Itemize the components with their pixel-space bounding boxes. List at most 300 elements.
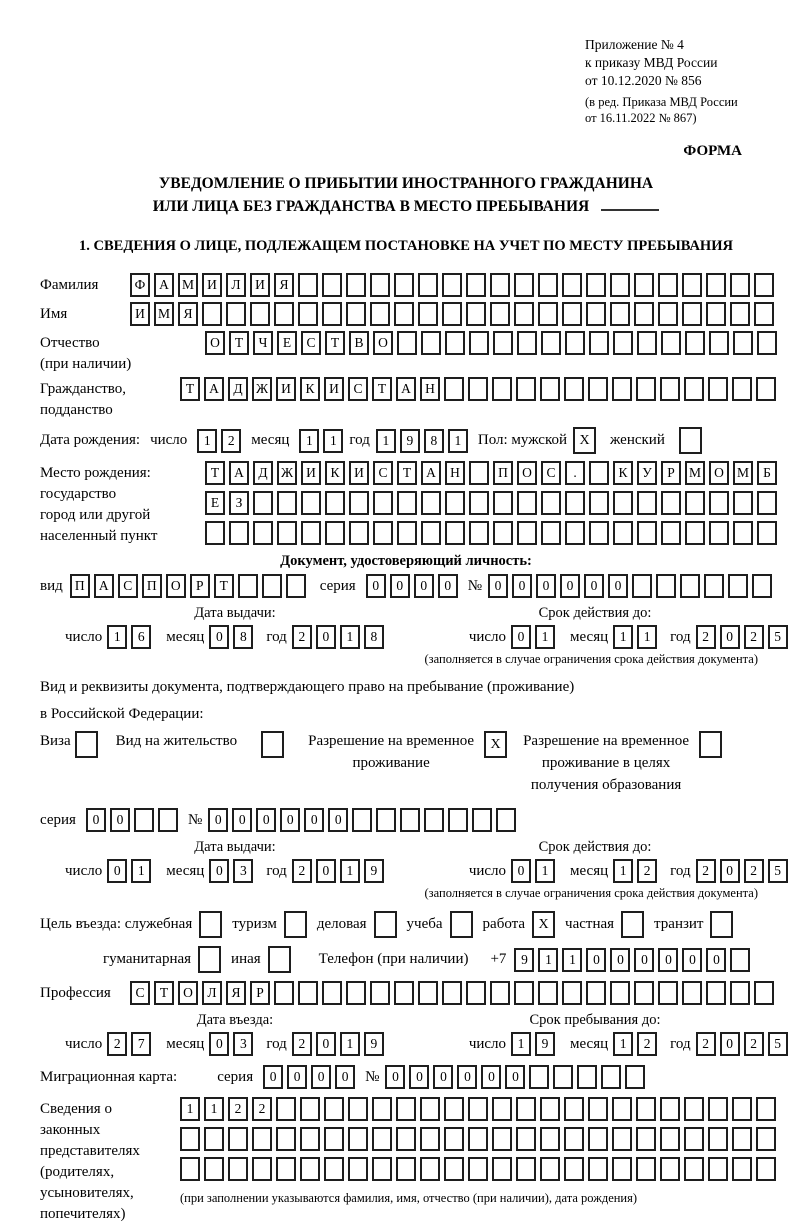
char-box[interactable] — [612, 1157, 632, 1181]
char-box[interactable]: 6 — [131, 625, 151, 649]
char-box[interactable]: 2 — [228, 1097, 248, 1121]
char-box[interactable]: А — [421, 461, 441, 485]
char-box[interactable] — [492, 1097, 512, 1121]
char-box[interactable]: 0 — [481, 1065, 501, 1089]
goal-tourism-checkbox[interactable] — [284, 911, 307, 938]
char-box[interactable] — [490, 981, 510, 1005]
char-box[interactable] — [466, 273, 486, 297]
char-box[interactable] — [373, 521, 393, 545]
char-box[interactable]: Т — [214, 574, 234, 598]
char-box[interactable]: Т — [397, 461, 417, 485]
char-box[interactable] — [757, 331, 777, 355]
char-box[interactable] — [756, 1097, 776, 1121]
char-box[interactable] — [469, 521, 489, 545]
char-box[interactable]: Ж — [277, 461, 297, 485]
char-box[interactable]: Р — [190, 574, 210, 598]
char-box[interactable] — [229, 521, 249, 545]
char-box[interactable]: 1 — [323, 429, 343, 453]
char-box[interactable] — [445, 331, 465, 355]
char-box[interactable] — [540, 1127, 560, 1151]
char-box[interactable]: И — [349, 461, 369, 485]
char-box[interactable] — [370, 273, 390, 297]
char-box[interactable]: 5 — [768, 859, 788, 883]
char-box[interactable] — [634, 981, 654, 1005]
goal-transit-checkbox[interactable] — [710, 911, 733, 938]
char-box[interactable] — [298, 302, 318, 326]
char-box[interactable]: 9 — [514, 948, 534, 972]
char-box[interactable] — [298, 981, 318, 1005]
char-box[interactable] — [274, 981, 294, 1005]
char-box[interactable] — [468, 1127, 488, 1151]
char-box[interactable] — [612, 377, 632, 401]
char-box[interactable] — [732, 377, 752, 401]
char-box[interactable]: 0 — [409, 1065, 429, 1089]
char-box[interactable] — [564, 1097, 584, 1121]
char-box[interactable] — [420, 1097, 440, 1121]
char-box[interactable] — [601, 1065, 621, 1089]
char-box[interactable] — [424, 808, 444, 832]
char-box[interactable] — [517, 491, 537, 515]
char-box[interactable] — [496, 808, 516, 832]
char-box[interactable] — [348, 1127, 368, 1151]
char-box[interactable]: Д — [253, 461, 273, 485]
char-box[interactable]: 9 — [364, 1032, 384, 1056]
char-box[interactable] — [468, 1097, 488, 1121]
char-box[interactable] — [589, 331, 609, 355]
char-box[interactable]: 0 — [385, 1065, 405, 1089]
char-box[interactable] — [540, 1157, 560, 1181]
char-box[interactable] — [277, 491, 297, 515]
char-box[interactable]: М — [733, 461, 753, 485]
char-box[interactable]: А — [396, 377, 416, 401]
char-box[interactable]: 0 — [634, 948, 654, 972]
char-box[interactable]: И — [130, 302, 150, 326]
char-box[interactable]: 9 — [364, 859, 384, 883]
goal-work-checkbox[interactable]: X — [532, 911, 555, 938]
char-box[interactable]: М — [154, 302, 174, 326]
char-box[interactable]: С — [118, 574, 138, 598]
char-box[interactable]: С — [130, 981, 150, 1005]
char-box[interactable] — [565, 521, 585, 545]
char-box[interactable] — [253, 491, 273, 515]
char-box[interactable]: 0 — [209, 625, 229, 649]
char-box[interactable] — [612, 1127, 632, 1151]
char-box[interactable] — [541, 491, 561, 515]
char-box[interactable]: 2 — [637, 1032, 657, 1056]
char-box[interactable] — [442, 302, 462, 326]
char-box[interactable] — [634, 273, 654, 297]
char-box[interactable] — [752, 574, 772, 598]
char-box[interactable] — [468, 377, 488, 401]
char-box[interactable]: 0 — [682, 948, 702, 972]
char-box[interactable] — [636, 377, 656, 401]
char-box[interactable] — [517, 331, 537, 355]
char-box[interactable]: Р — [661, 461, 681, 485]
char-box[interactable] — [732, 1127, 752, 1151]
char-box[interactable] — [444, 1157, 464, 1181]
char-box[interactable] — [492, 1157, 512, 1181]
char-box[interactable]: Д — [228, 377, 248, 401]
char-box[interactable]: 3 — [233, 859, 253, 883]
char-box[interactable]: О — [517, 461, 537, 485]
char-box[interactable] — [300, 1127, 320, 1151]
char-box[interactable] — [661, 491, 681, 515]
char-box[interactable] — [322, 273, 342, 297]
char-box[interactable]: 1 — [340, 1032, 360, 1056]
char-box[interactable] — [516, 1097, 536, 1121]
char-box[interactable]: 1 — [448, 429, 468, 453]
char-box[interactable]: 1 — [613, 859, 633, 883]
char-box[interactable] — [682, 273, 702, 297]
char-box[interactable]: 0 — [488, 574, 508, 598]
char-box[interactable] — [394, 273, 414, 297]
char-box[interactable]: 0 — [390, 574, 410, 598]
char-box[interactable]: Т — [205, 461, 225, 485]
char-box[interactable] — [277, 521, 297, 545]
char-box[interactable] — [276, 1097, 296, 1121]
char-box[interactable]: 0 — [438, 574, 458, 598]
char-box[interactable] — [708, 377, 728, 401]
char-box[interactable] — [370, 981, 390, 1005]
char-box[interactable]: 1 — [204, 1097, 224, 1121]
char-box[interactable]: О — [709, 461, 729, 485]
char-box[interactable]: В — [349, 331, 369, 355]
char-box[interactable]: 0 — [586, 948, 606, 972]
char-box[interactable] — [541, 331, 561, 355]
char-box[interactable]: 0 — [511, 625, 531, 649]
char-box[interactable]: 1 — [107, 625, 127, 649]
char-box[interactable] — [300, 1097, 320, 1121]
char-box[interactable] — [348, 1097, 368, 1121]
char-box[interactable]: Ч — [253, 331, 273, 355]
residence-permit-checkbox[interactable] — [261, 731, 284, 758]
char-box[interactable] — [180, 1157, 200, 1181]
char-box[interactable] — [613, 491, 633, 515]
char-box[interactable] — [684, 1157, 704, 1181]
char-box[interactable] — [709, 521, 729, 545]
char-box[interactable]: 1 — [299, 429, 319, 453]
char-box[interactable] — [346, 302, 366, 326]
char-box[interactable] — [612, 1097, 632, 1121]
char-box[interactable]: И — [276, 377, 296, 401]
char-box[interactable]: И — [324, 377, 344, 401]
char-box[interactable] — [756, 377, 776, 401]
char-box[interactable] — [516, 1157, 536, 1181]
char-box[interactable]: О — [205, 331, 225, 355]
char-box[interactable] — [658, 302, 678, 326]
char-box[interactable] — [228, 1157, 248, 1181]
char-box[interactable]: П — [70, 574, 90, 598]
char-box[interactable] — [445, 521, 465, 545]
char-box[interactable] — [637, 491, 657, 515]
goal-private-checkbox[interactable] — [621, 911, 644, 938]
char-box[interactable] — [682, 302, 702, 326]
char-box[interactable] — [286, 574, 306, 598]
char-box[interactable]: Ж — [252, 377, 272, 401]
char-box[interactable] — [637, 331, 657, 355]
char-box[interactable] — [564, 1157, 584, 1181]
char-box[interactable]: 0 — [280, 808, 300, 832]
char-box[interactable] — [421, 521, 441, 545]
char-box[interactable] — [656, 574, 676, 598]
char-box[interactable]: 2 — [744, 1032, 764, 1056]
char-box[interactable]: 0 — [658, 948, 678, 972]
char-box[interactable]: Т — [372, 377, 392, 401]
char-box[interactable] — [397, 521, 417, 545]
char-box[interactable]: 2 — [696, 1032, 716, 1056]
char-box[interactable]: 1 — [613, 625, 633, 649]
char-box[interactable]: Т — [154, 981, 174, 1005]
char-box[interactable] — [709, 331, 729, 355]
char-box[interactable] — [394, 302, 414, 326]
char-box[interactable]: Н — [420, 377, 440, 401]
char-box[interactable] — [514, 981, 534, 1005]
char-box[interactable] — [562, 302, 582, 326]
char-box[interactable] — [396, 1097, 416, 1121]
char-box[interactable] — [396, 1157, 416, 1181]
char-box[interactable] — [636, 1097, 656, 1121]
char-box[interactable] — [349, 521, 369, 545]
char-box[interactable] — [276, 1127, 296, 1151]
char-box[interactable] — [754, 273, 774, 297]
char-box[interactable]: Я — [178, 302, 198, 326]
char-box[interactable]: Л — [202, 981, 222, 1005]
char-box[interactable]: Н — [445, 461, 465, 485]
char-box[interactable] — [577, 1065, 597, 1089]
char-box[interactable]: 1 — [340, 625, 360, 649]
char-box[interactable] — [370, 302, 390, 326]
char-box[interactable] — [158, 808, 178, 832]
char-box[interactable]: 2 — [744, 625, 764, 649]
option-temp-residence-education[interactable] — [523, 731, 722, 796]
option-visa[interactable] — [40, 731, 98, 758]
char-box[interactable]: 0 — [107, 859, 127, 883]
char-box[interactable] — [730, 948, 750, 972]
char-box[interactable] — [680, 574, 700, 598]
char-box[interactable] — [348, 1157, 368, 1181]
char-box[interactable]: Т — [180, 377, 200, 401]
char-box[interactable] — [610, 981, 630, 1005]
char-box[interactable]: 5 — [768, 1032, 788, 1056]
char-box[interactable]: 1 — [511, 1032, 531, 1056]
char-box[interactable] — [660, 1157, 680, 1181]
char-box[interactable] — [733, 331, 753, 355]
char-box[interactable] — [418, 273, 438, 297]
char-box[interactable] — [684, 1127, 704, 1151]
char-box[interactable]: 0 — [414, 574, 434, 598]
char-box[interactable] — [396, 1127, 416, 1151]
char-box[interactable] — [709, 491, 729, 515]
char-box[interactable]: 2 — [107, 1032, 127, 1056]
char-box[interactable] — [493, 521, 513, 545]
char-box[interactable]: 1 — [131, 859, 151, 883]
char-box[interactable] — [204, 1127, 224, 1151]
char-box[interactable]: 0 — [86, 808, 106, 832]
char-box[interactable] — [516, 377, 536, 401]
char-box[interactable]: Е — [205, 491, 225, 515]
char-box[interactable]: 0 — [457, 1065, 477, 1089]
char-box[interactable]: 0 — [584, 574, 604, 598]
char-box[interactable]: И — [202, 273, 222, 297]
char-box[interactable] — [733, 521, 753, 545]
char-box[interactable]: О — [166, 574, 186, 598]
char-box[interactable] — [757, 491, 777, 515]
char-box[interactable] — [262, 574, 282, 598]
char-box[interactable] — [445, 491, 465, 515]
char-box[interactable] — [685, 491, 705, 515]
char-box[interactable] — [754, 302, 774, 326]
char-box[interactable] — [205, 521, 225, 545]
char-box[interactable]: 0 — [316, 859, 336, 883]
char-box[interactable]: 8 — [364, 625, 384, 649]
char-box[interactable] — [728, 574, 748, 598]
char-box[interactable] — [517, 521, 537, 545]
char-box[interactable]: 0 — [287, 1065, 307, 1089]
char-box[interactable]: 5 — [768, 625, 788, 649]
char-box[interactable]: Б — [757, 461, 777, 485]
char-box[interactable]: 1 — [535, 859, 555, 883]
char-box[interactable] — [529, 1065, 549, 1089]
char-box[interactable]: 0 — [433, 1065, 453, 1089]
char-box[interactable] — [730, 273, 750, 297]
char-box[interactable]: Р — [250, 981, 270, 1005]
char-box[interactable] — [514, 302, 534, 326]
char-box[interactable] — [564, 1127, 584, 1151]
char-box[interactable] — [420, 1127, 440, 1151]
char-box[interactable] — [202, 302, 222, 326]
char-box[interactable]: И — [301, 461, 321, 485]
char-box[interactable] — [301, 521, 321, 545]
char-box[interactable]: М — [178, 273, 198, 297]
char-box[interactable]: 3 — [233, 1032, 253, 1056]
char-box[interactable] — [352, 808, 372, 832]
char-box[interactable] — [226, 302, 246, 326]
char-box[interactable] — [228, 1127, 248, 1151]
char-box[interactable]: 0 — [208, 808, 228, 832]
char-box[interactable] — [632, 574, 652, 598]
char-box[interactable]: Ф — [130, 273, 150, 297]
char-box[interactable] — [442, 981, 462, 1005]
char-box[interactable] — [588, 1097, 608, 1121]
char-box[interactable] — [444, 377, 464, 401]
char-box[interactable] — [682, 981, 702, 1005]
char-box[interactable]: О — [373, 331, 393, 355]
char-box[interactable] — [732, 1157, 752, 1181]
char-box[interactable] — [658, 981, 678, 1005]
char-box[interactable]: И — [250, 273, 270, 297]
char-box[interactable]: 0 — [610, 948, 630, 972]
char-box[interactable] — [397, 331, 417, 355]
char-box[interactable]: С — [373, 461, 393, 485]
char-box[interactable]: Я — [226, 981, 246, 1005]
temp-residence-checkbox[interactable]: X — [484, 731, 507, 758]
char-box[interactable] — [300, 1157, 320, 1181]
char-box[interactable]: 8 — [424, 429, 444, 453]
char-box[interactable] — [490, 302, 510, 326]
goal-other-checkbox[interactable] — [268, 946, 291, 973]
char-box[interactable] — [418, 981, 438, 1005]
char-box[interactable]: 2 — [696, 859, 716, 883]
char-box[interactable]: 0 — [366, 574, 386, 598]
char-box[interactable]: К — [325, 461, 345, 485]
char-box[interactable] — [372, 1127, 392, 1151]
goal-business-checkbox[interactable] — [374, 911, 397, 938]
char-box[interactable] — [589, 461, 609, 485]
char-box[interactable] — [394, 981, 414, 1005]
char-box[interactable] — [492, 377, 512, 401]
char-box[interactable] — [298, 273, 318, 297]
option-temp-residence[interactable] — [308, 731, 507, 775]
char-box[interactable] — [301, 491, 321, 515]
char-box[interactable] — [538, 981, 558, 1005]
char-box[interactable]: 8 — [233, 625, 253, 649]
char-box[interactable] — [373, 491, 393, 515]
char-box[interactable] — [565, 331, 585, 355]
char-box[interactable]: 0 — [511, 859, 531, 883]
char-box[interactable] — [180, 1127, 200, 1151]
char-box[interactable]: 1 — [613, 1032, 633, 1056]
char-box[interactable]: 2 — [292, 1032, 312, 1056]
char-box[interactable]: 9 — [535, 1032, 555, 1056]
char-box[interactable] — [685, 521, 705, 545]
char-box[interactable]: 1 — [535, 625, 555, 649]
char-box[interactable]: Т — [325, 331, 345, 355]
char-box[interactable] — [589, 521, 609, 545]
char-box[interactable] — [538, 273, 558, 297]
char-box[interactable] — [397, 491, 417, 515]
char-box[interactable]: Я — [274, 273, 294, 297]
char-box[interactable] — [733, 491, 753, 515]
char-box[interactable] — [253, 521, 273, 545]
char-box[interactable] — [238, 574, 258, 598]
char-box[interactable] — [706, 302, 726, 326]
char-box[interactable] — [400, 808, 420, 832]
char-box[interactable]: С — [541, 461, 561, 485]
char-box[interactable] — [706, 273, 726, 297]
char-box[interactable] — [708, 1097, 728, 1121]
char-box[interactable] — [754, 981, 774, 1005]
char-box[interactable] — [588, 377, 608, 401]
char-box[interactable]: 0 — [311, 1065, 331, 1089]
char-box[interactable]: 0 — [232, 808, 252, 832]
char-box[interactable]: 0 — [328, 808, 348, 832]
temp-residence-edu-checkbox[interactable] — [699, 731, 722, 758]
char-box[interactable] — [493, 491, 513, 515]
char-box[interactable]: Т — [229, 331, 249, 355]
char-box[interactable] — [636, 1157, 656, 1181]
char-box[interactable]: 2 — [696, 625, 716, 649]
char-box[interactable]: С — [348, 377, 368, 401]
char-box[interactable]: 0 — [536, 574, 556, 598]
char-box[interactable]: 0 — [720, 859, 740, 883]
char-box[interactable]: А — [229, 461, 249, 485]
char-box[interactable] — [757, 521, 777, 545]
char-box[interactable]: О — [178, 981, 198, 1005]
char-box[interactable] — [516, 1127, 536, 1151]
char-box[interactable] — [562, 981, 582, 1005]
char-box[interactable] — [661, 521, 681, 545]
char-box[interactable] — [421, 491, 441, 515]
char-box[interactable]: 7 — [131, 1032, 151, 1056]
char-box[interactable] — [420, 1157, 440, 1181]
char-box[interactable]: 0 — [209, 1032, 229, 1056]
char-box[interactable] — [274, 302, 294, 326]
char-box[interactable] — [468, 1157, 488, 1181]
char-box[interactable] — [540, 377, 560, 401]
char-box[interactable] — [661, 331, 681, 355]
char-box[interactable] — [469, 331, 489, 355]
char-box[interactable] — [613, 521, 633, 545]
